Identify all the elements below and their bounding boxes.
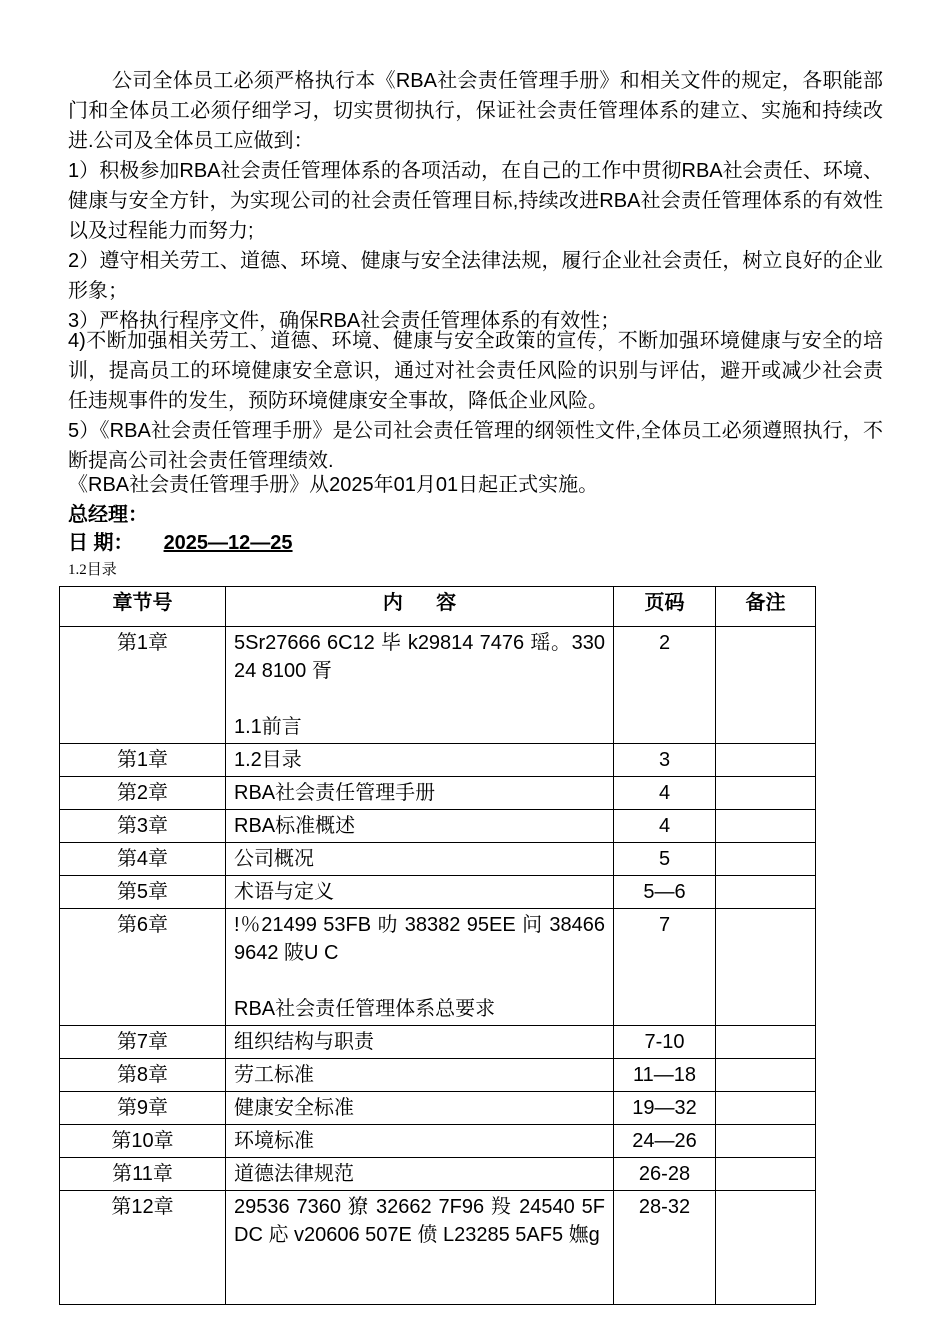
toc-note [716, 744, 816, 777]
toc-content: 道德法律规范 [226, 1158, 614, 1191]
toc-page: 11—18 [614, 1059, 716, 1092]
toc-chapter: 第2章 [60, 777, 226, 810]
item-2-paragraph: 2）遵守相关劳工、道德、环境、健康与安全法律法规，履行企业社会责任，树立良好的企业形象； [68, 250, 883, 302]
toc-content: 1.2目录 [226, 744, 614, 777]
toc-note [716, 1158, 816, 1191]
toc-row [60, 1125, 816, 1158]
toc-note [716, 1026, 816, 1059]
item-3-paragraph: 3）严格执行程序文件，确保RBA社会责任管理体系的有效性； [68, 310, 621, 332]
toc-row [60, 876, 816, 909]
toc-page: 7 [614, 909, 716, 1026]
toc-content: 环境标准 [226, 1125, 614, 1158]
toc-page: 28-32 [614, 1191, 716, 1305]
section-label: 1.2目录 [68, 562, 117, 578]
toc-page: 3 [614, 744, 716, 777]
toc-chapter: 第9章 [60, 1092, 226, 1125]
toc-page: 5 [614, 843, 716, 876]
toc-table [59, 586, 816, 1305]
toc-content: 公司概况 [226, 843, 614, 876]
toc-chapter: 第5章 [60, 876, 226, 909]
toc-header-row [60, 587, 816, 627]
manager-signature-label: 总经理： [68, 504, 148, 526]
toc-content: RBA标准概述 [226, 810, 614, 843]
toc-content: 健康安全标准 [226, 1092, 614, 1125]
header-note: 备注 [716, 587, 816, 627]
toc-content-line: 5Sr27666 6C12 毕 k29814 7476 瑶。33024 8100 胥 [234, 632, 605, 682]
item-5-paragraph: 5）《RBA社会责任管理手册》是公司社会责任管理的纲领性文件,全体员工必须遵照执行，不断提高公司社会责任管理绩效. [68, 420, 883, 472]
toc-note [716, 1125, 816, 1158]
date-value: 2025—12—25 [163, 532, 293, 554]
toc-page: 26-28 [614, 1158, 716, 1191]
toc-page: 4 [614, 777, 716, 810]
toc-row [60, 810, 816, 843]
toc-chapter: 第8章 [60, 1059, 226, 1092]
toc-chapter: 第10章 [60, 1125, 226, 1158]
toc-chapter: 第7章 [60, 1026, 226, 1059]
toc-content-line: 1.1前言 [234, 716, 302, 738]
toc-content-line: !％21499 53FB 叻 38382 95EE 问 38466 9642 陂U C [234, 914, 605, 964]
toc-chapter: 第12章 [60, 1191, 226, 1305]
toc-page: 2 [614, 627, 716, 744]
header-page: 页码 [614, 587, 716, 627]
toc-content: 组织结构与职责 [226, 1026, 614, 1059]
toc-chapter: 第1章 [60, 744, 226, 777]
toc-content: 29536 7360 獠 32662 7F96 羖 24540 5FDC 応 v20606 507E 偾 L23285 5AF5 嫵g [226, 1191, 614, 1305]
effective-date-paragraph: 《RBA社会责任管理手册》从2025年01月01日起正式实施。 [68, 474, 599, 496]
toc-chapter: 第1章 [60, 627, 226, 744]
toc-note [716, 1191, 816, 1305]
toc-note [716, 843, 816, 876]
toc-page: 19—32 [614, 1092, 716, 1125]
toc-page: 4 [614, 810, 716, 843]
toc-row [60, 744, 816, 777]
toc-row [60, 1158, 816, 1191]
toc-content: 术语与定义 [226, 876, 614, 909]
toc-content [226, 909, 614, 1026]
toc-row [60, 1092, 816, 1125]
toc-row [60, 1191, 816, 1305]
toc-chapter: 第4章 [60, 843, 226, 876]
toc-row [60, 843, 816, 876]
date-label: 日 期： [68, 532, 134, 554]
toc-chapter: 第3章 [60, 810, 226, 843]
toc-chapter: 第6章 [60, 909, 226, 1026]
toc-content: RBA社会责任管理手册 [226, 777, 614, 810]
toc-content: 劳工标准 [226, 1059, 614, 1092]
toc-note [716, 909, 816, 1026]
toc-row [60, 909, 816, 1026]
intro-paragraph: 公司全体员工必须严格执行本《RBA社会责任管理手册》和相关文件的规定，各职能部门和全体员工必须仔细学习，切实贯彻执行，保证社会责任管理体系的建立、实施和持续改进.公司及全体员工应做到： [68, 70, 883, 152]
toc-note [716, 810, 816, 843]
item-1-paragraph: 1）积极参加RBA社会责任管理体系的各项活动，在自己的工作中贯彻RBA社会责任、环境、健康与安全方针，为实现公司的社会责任管理目标,持续改进RBA社会责任管理体系的有效性以及过程能力而努力; [68, 160, 883, 242]
toc-page: 24—26 [614, 1125, 716, 1158]
toc-note [716, 627, 816, 744]
toc-page: 7-10 [614, 1026, 716, 1059]
toc-note [716, 1092, 816, 1125]
header-content: 内 容 [226, 587, 614, 627]
toc-note [716, 777, 816, 810]
item-4-paragraph: 4)不断加强相关劳工、道德、环境、健康与安全政策的宣传，不断加强环境健康与安全的培训，提高员工的环境健康安全意识，通过对社会责任风险的识别与评估，避开或减少社会责任违规事件的发生，预防环境健康安全事故，降低企业风险。 [68, 330, 883, 412]
toc-page: 5—6 [614, 876, 716, 909]
toc-row [60, 777, 816, 810]
toc-content-line: RBA社会责任管理体系总要求 [234, 998, 496, 1020]
toc-content [226, 627, 614, 744]
toc-chapter: 第11章 [60, 1158, 226, 1191]
toc-row [60, 627, 816, 744]
toc-row [60, 1059, 816, 1092]
header-chapter: 章节号 [60, 587, 226, 627]
toc-note [716, 876, 816, 909]
date-line [68, 528, 293, 558]
toc-row [60, 1026, 816, 1059]
toc-note [716, 1059, 816, 1092]
